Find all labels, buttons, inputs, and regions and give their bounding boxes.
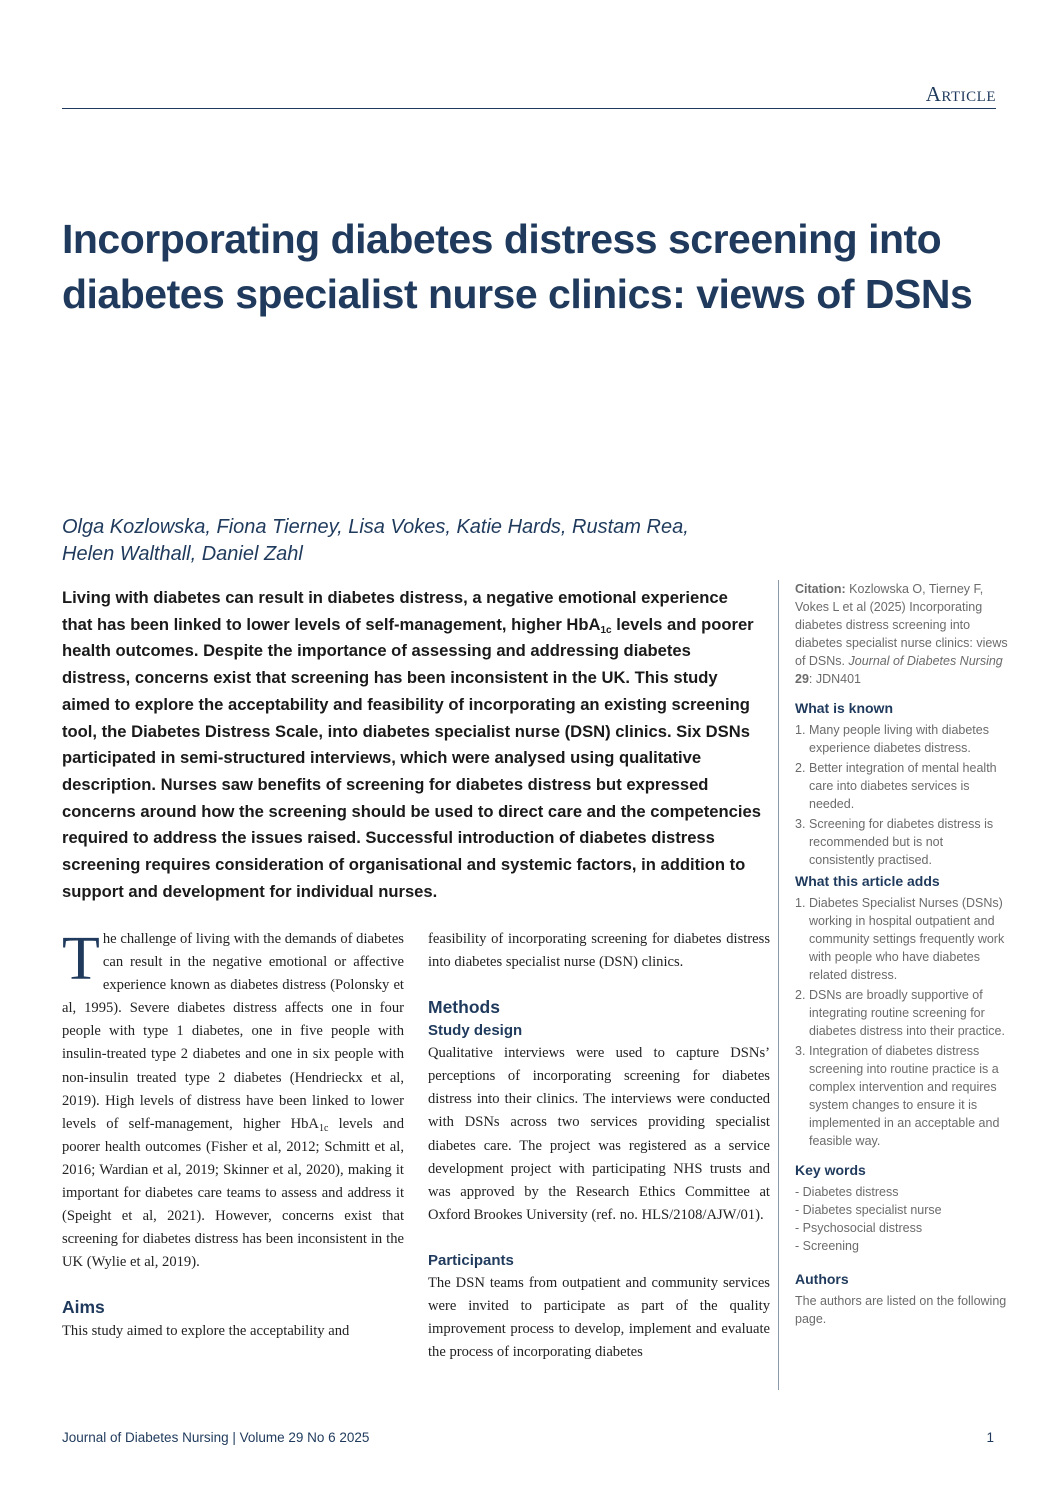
citation-journal: Journal of Diabetes Nursing (848, 654, 1003, 668)
citation-ref: : JDN401 (808, 672, 862, 686)
list-number: 1. (795, 723, 806, 737)
list-number: 1. (795, 896, 806, 910)
list-item (795, 815, 1011, 869)
intro-text-2: levels and poorer health outcomes (Fisher et al, 2012; Schmitt et al, 2016; Wardian et al, 2019; Skinner et al, 2020), making it important for diabetes care teams to assess and address it (Speight et al, 2021). However, concerns exist that screening for diabetes distress has been inconsistent in the UK (Wylie et al, 2019). (62, 1115, 404, 1271)
keyword: - Diabetes specialist nurse (795, 1203, 942, 1217)
abstract-text-2: levels and poorer health outcomes. Despite the importance of assessing and addressing diabetes distress, concerns exist that screening has been inconsistent in the UK. This study aimed to explore the acceptability and feasibility of incorporating an existing screening tool, the Diabetes Distress Scale, into diabetes specialist nurse (DSN) clinics. Six DSNs participated in semi-structured interviews, which were analysed using qualitative description. Nurses saw benefits of screening for diabetes distress but expressed concerns around how the screening should be used to direct care and the competencies required to address the issues raised. Successful introduction of diabetes distress screening requires consideration of organisational and systemic factors, in addition to support and development for individual nurses. (62, 614, 761, 901)
aims-heading: Aims (62, 1297, 105, 1318)
list-number: 2. (795, 761, 806, 775)
abstract-subscript: 1c (600, 624, 612, 636)
abstract-text-1: Living with diabetes can result in diabetes distress, a negative emotional experience that has been linked to lower levels of self-management, higher HbA (62, 588, 728, 634)
list-item (795, 721, 1011, 757)
list-text: Diabetes Specialist Nurses (DSNs) working in hospital outpatient and community settings frequently work with people who have diabetes related distress. (809, 896, 1005, 982)
list-text: DSNs are broadly supportive of integrating routine screening for diabetes distress into their practice. (809, 988, 1005, 1038)
citation-label: Citation: (795, 582, 846, 596)
drop-cap: T (62, 925, 100, 993)
study-design-heading: Study design (428, 1022, 523, 1040)
intro-text-1: he challenge of living with the demands of diabetes can result in the negative emotional or affective experience known as diabetes distress (Polonsky et al, 1995). Severe diabetes distress affects one in four people with type 1 diabetes, one in five people with insulin-treated type 2 diabetes and one in six people with non-insulin treated type 2 diabetes (Hendrieckx et al, 2019). High levels of distress have been linked to lower levels of self-management, higher HbA (62, 931, 404, 1132)
list-number: 3. (795, 1044, 806, 1058)
keywords-list (795, 1183, 1011, 1255)
body-column-middle (428, 928, 770, 1364)
what-is-known-heading: What is known (795, 700, 893, 716)
what-is-known-list (795, 721, 1011, 869)
study-design-paragraph: Qualitative interviews were used to capture DSNs’ perceptions of incorporating screening for diabetes distress into their clinics. The interviews were conducted with DSNs across two services providing specialist diabetes care. The project was registered as a service development project with participating NHS trusts and was approved by the Research Ethics Committee at Oxford Brookes University (ref. no. HLS/2108/AJW/01). (428, 1045, 770, 1223)
keywords-heading: Key words (795, 1162, 866, 1178)
author-line-1: Olga Kozlowska, Fiona Tierney, Lisa Vokes, Katie Hards, Rustam Rea, (62, 516, 689, 538)
list-number: 2. (795, 988, 806, 1002)
author-line-2: Helen Walthall, Daniel Zahl (62, 543, 303, 565)
list-text: Better integration of mental health care into diabetes services is needed. (809, 761, 997, 811)
footer-journal: Journal of Diabetes Nursing | Volume 29 No 6 2025 (62, 1430, 370, 1445)
citation-volume: 29 (795, 672, 809, 686)
sidebar (778, 580, 1011, 1390)
list-number: 3. (795, 817, 806, 831)
what-adds-list (795, 894, 1011, 1150)
header-rule (62, 108, 996, 109)
list-text: Many people living with diabetes experience diabetes distress. (809, 723, 989, 755)
keyword: - Diabetes distress (795, 1185, 899, 1199)
what-adds-heading: What this article adds (795, 873, 940, 889)
page-number: 1 (986, 1430, 994, 1445)
list-text: Screening for diabetes distress is recommended but is not consistently practised. (809, 817, 994, 867)
keyword: - Screening (795, 1239, 859, 1253)
citation (795, 580, 1011, 688)
methods-heading: Methods (428, 997, 500, 1018)
list-item (795, 759, 1011, 813)
aims-continuation: feasibility of incorporating screening for diabetes distress into diabetes specialist nurse (DSN) clinics. (428, 931, 770, 971)
intro-subscript: 1c (318, 1122, 329, 1134)
intro-paragraph (62, 925, 404, 1274)
participants-heading: Participants (428, 1251, 514, 1269)
citation-text: Kozlowska O, Tierney F, Vokes L et al (2025) Incorporating diabetes distress screening into diabetes specialist nurse clinics: views of DSNs. (795, 582, 1008, 668)
authors-heading: Authors (795, 1271, 849, 1287)
article-title: Incorporating diabetes distress screening into diabetes specialist nurse clinics: views of DSNs (62, 216, 973, 317)
participants-paragraph: The DSN teams from outpatient and community services were invited to participate as part of the quality improvement process to develop, implement and evaluate the process of incorporating diabetes (428, 1274, 770, 1361)
body-column-left (62, 925, 404, 1344)
abstract (62, 585, 762, 905)
list-item (795, 1042, 1011, 1150)
author-list (62, 514, 762, 568)
keyword: - Psychosocial distress (795, 1221, 923, 1235)
section-label: Article (925, 82, 996, 106)
list-text: Integration of diabetes distress screening into routine practice is a complex intervention and requires system changes to ensure it is implemented in an acceptable and feasible way. (809, 1044, 1000, 1148)
authors-note: The authors are listed on the following page. (795, 1294, 1007, 1326)
list-item (795, 986, 1011, 1040)
list-item (795, 894, 1011, 984)
aims-paragraph: This study aimed to explore the acceptability and (62, 1323, 350, 1340)
